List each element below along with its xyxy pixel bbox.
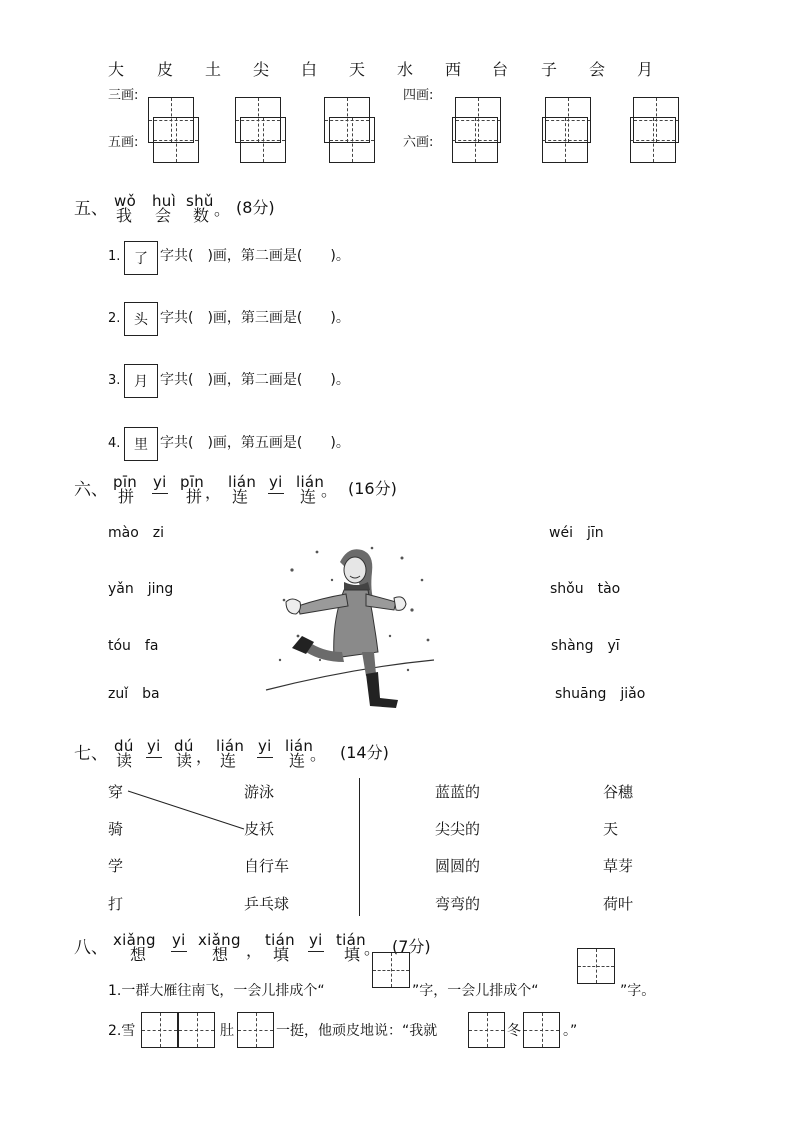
hanzi: 连: [289, 751, 306, 770]
fill-line-2-part-b: 肚: [220, 1023, 234, 1039]
fill-line-2-part-c: 一挺，他顽皮地说：“我就: [276, 1023, 438, 1039]
blank-line: [152, 493, 168, 494]
col2-item[interactable]: 游泳: [244, 783, 275, 801]
question-text[interactable]: 字共( )画，第三画是( )。: [160, 310, 350, 326]
pinyin: yi: [258, 737, 272, 755]
col3-item[interactable]: 尖尖的: [435, 820, 481, 838]
question-text[interactable]: 字共( )画，第二画是( )。: [160, 372, 350, 388]
pinyin: huì: [152, 192, 177, 210]
fill-grid[interactable]: [237, 1012, 274, 1048]
item-number: 4.: [108, 436, 121, 451]
pinyin-left-3[interactable]: tóu fa: [108, 638, 159, 654]
hanzi: 我: [116, 206, 133, 225]
hanzi: 读: [176, 751, 193, 770]
fill-line-1-part-b: ”字，一会儿排成个“: [412, 983, 539, 999]
col1-item[interactable]: 打: [108, 895, 124, 913]
hanzi: 填: [273, 945, 290, 964]
char-11: 月: [637, 60, 654, 79]
col3-item[interactable]: 弯弯的: [435, 895, 481, 913]
pinyin-right-1[interactable]: wéi jīn: [549, 525, 604, 541]
blank-line: [146, 757, 162, 758]
col1-item[interactable]: 穿: [108, 783, 124, 801]
pinyin: yi: [147, 737, 161, 755]
section-7-number: 七、: [74, 744, 108, 764]
hanzi: 拼: [186, 487, 203, 506]
five-stroke-grid-3[interactable]: [329, 117, 375, 163]
label-three-strokes: 三画:: [108, 88, 139, 103]
five-stroke-grid-1[interactable]: [153, 117, 199, 163]
pinyin: tián: [336, 931, 366, 949]
pinyin: yi: [172, 931, 186, 949]
hanzi: 想: [130, 945, 147, 964]
label-six-strokes: 六画:: [403, 135, 434, 150]
girl-in-snow-illustration: [262, 540, 440, 712]
char-4: 白: [301, 60, 318, 79]
item-number: 2.: [108, 311, 121, 326]
blank-line: [308, 951, 324, 952]
pinyin: xiǎng: [113, 931, 156, 949]
pinyin-left-1[interactable]: mào zi: [108, 525, 165, 541]
six-stroke-grid-1[interactable]: [452, 117, 498, 163]
pinyin: xiǎng: [198, 931, 241, 949]
char-7: 西: [445, 60, 462, 79]
col2-item[interactable]: 自行车: [244, 857, 290, 875]
char-5: 天: [349, 60, 366, 79]
section-8-number: 八、: [74, 938, 108, 958]
period: 。: [310, 745, 327, 764]
col1-item[interactable]: 学: [108, 857, 124, 875]
char-box: 里: [124, 427, 158, 461]
col4-item[interactable]: 草芽: [603, 857, 634, 875]
col1-item[interactable]: 骑: [108, 820, 124, 838]
hanzi: 连: [232, 487, 249, 506]
section-5-score: (8分): [236, 198, 275, 217]
col2-item[interactable]: 皮袄: [244, 820, 275, 838]
pinyin: pīn: [113, 473, 138, 491]
fill-line-2-part-d: 冬: [507, 1023, 521, 1039]
char-1: 皮: [157, 60, 174, 79]
hanzi: 拼: [118, 487, 135, 506]
col4-item[interactable]: 荷叶: [603, 895, 634, 913]
char-box: 月: [124, 364, 158, 398]
label-four-strokes: 四画:: [403, 88, 434, 103]
fill-line-2-part-e: 。”: [563, 1023, 578, 1039]
hanzi: 连: [220, 751, 237, 770]
hanzi: 数: [193, 206, 210, 225]
section-7-score: (14分): [340, 743, 389, 762]
hanzi: 填: [344, 945, 361, 964]
pinyin: pīn: [180, 473, 205, 491]
pinyin-right-3[interactable]: shàng yī: [551, 638, 620, 654]
char-box: 了: [124, 241, 158, 275]
fill-grid[interactable]: [141, 1012, 178, 1048]
fill-line-1-part-c: ”字。: [620, 983, 656, 999]
char-6: 水: [397, 60, 414, 79]
pinyin: lián: [216, 737, 245, 755]
hanzi: 连: [300, 487, 317, 506]
six-stroke-grid-2[interactable]: [542, 117, 588, 163]
section-6-number: 六、: [74, 480, 108, 500]
label-five-strokes: 五画:: [108, 135, 139, 150]
fill-grid[interactable]: [372, 952, 410, 988]
char-3: 尖: [253, 60, 270, 79]
col3-item[interactable]: 蓝蓝的: [435, 783, 481, 801]
section-8-score: (7分): [392, 937, 431, 956]
period: 。: [364, 939, 381, 958]
blank-line: [268, 493, 284, 494]
pinyin: dú: [114, 737, 134, 755]
pinyin: lián: [296, 473, 325, 491]
period: 。: [321, 481, 338, 500]
section-5-number: 五、: [74, 199, 108, 219]
fill-grid[interactable]: [523, 1012, 560, 1048]
col3-item[interactable]: 圆圆的: [435, 857, 481, 875]
char-8: 台: [492, 60, 509, 79]
five-stroke-grid-2[interactable]: [240, 117, 286, 163]
pinyin-right-2[interactable]: shǒu tào: [550, 581, 621, 597]
pinyin-left-4[interactable]: zuǐ ba: [108, 686, 160, 702]
char-10: 会: [589, 60, 606, 79]
example-connect-line: [120, 785, 250, 835]
item-number: 3.: [108, 373, 121, 388]
pinyin: tián: [265, 931, 295, 949]
six-stroke-grid-3[interactable]: [630, 117, 676, 163]
pinyin-right-4[interactable]: shuāng jiǎo: [555, 686, 646, 702]
char-0: 大: [108, 60, 125, 79]
col2-item[interactable]: 乒乓球: [244, 895, 290, 913]
period: 。: [214, 200, 231, 219]
comma: ，: [205, 483, 222, 502]
pinyin: dú: [174, 737, 194, 755]
pinyin-left-2[interactable]: yǎn jing: [108, 581, 174, 597]
fill-grid[interactable]: [178, 1012, 215, 1048]
pinyin: lián: [228, 473, 257, 491]
column-divider: [359, 778, 360, 916]
col4-item[interactable]: 谷穗: [603, 783, 634, 801]
fill-grid[interactable]: [468, 1012, 505, 1048]
char-2: 土: [205, 60, 222, 79]
comma: ，: [196, 747, 213, 766]
fill-line-2-part-a: 2.雪: [108, 1023, 136, 1039]
fill-grid[interactable]: [577, 948, 615, 984]
pinyin: wǒ: [114, 192, 137, 210]
pinyin: lián: [285, 737, 314, 755]
fill-line-1-part-a: 1.一群大雁往南飞，一会儿排成个“: [108, 983, 325, 999]
blank-line: [257, 757, 273, 758]
pinyin: shǔ: [186, 192, 214, 210]
pinyin: yi: [309, 931, 323, 949]
item-number: 1.: [108, 249, 121, 264]
hanzi: 读: [116, 751, 133, 770]
hanzi: 想: [212, 945, 229, 964]
question-text[interactable]: 字共( )画，第五画是( )。: [160, 435, 350, 451]
pinyin: yi: [269, 473, 283, 491]
pinyin: yi: [153, 473, 167, 491]
blank-line: [171, 951, 187, 952]
char-9: 子: [541, 60, 558, 79]
col4-item[interactable]: 天: [603, 820, 619, 838]
question-text[interactable]: 字共( )画，第二画是( )。: [160, 248, 350, 264]
comma: ，: [246, 941, 263, 960]
hanzi: 会: [155, 206, 172, 225]
section-6-score: (16分): [348, 479, 397, 498]
char-box: 头: [124, 302, 158, 336]
